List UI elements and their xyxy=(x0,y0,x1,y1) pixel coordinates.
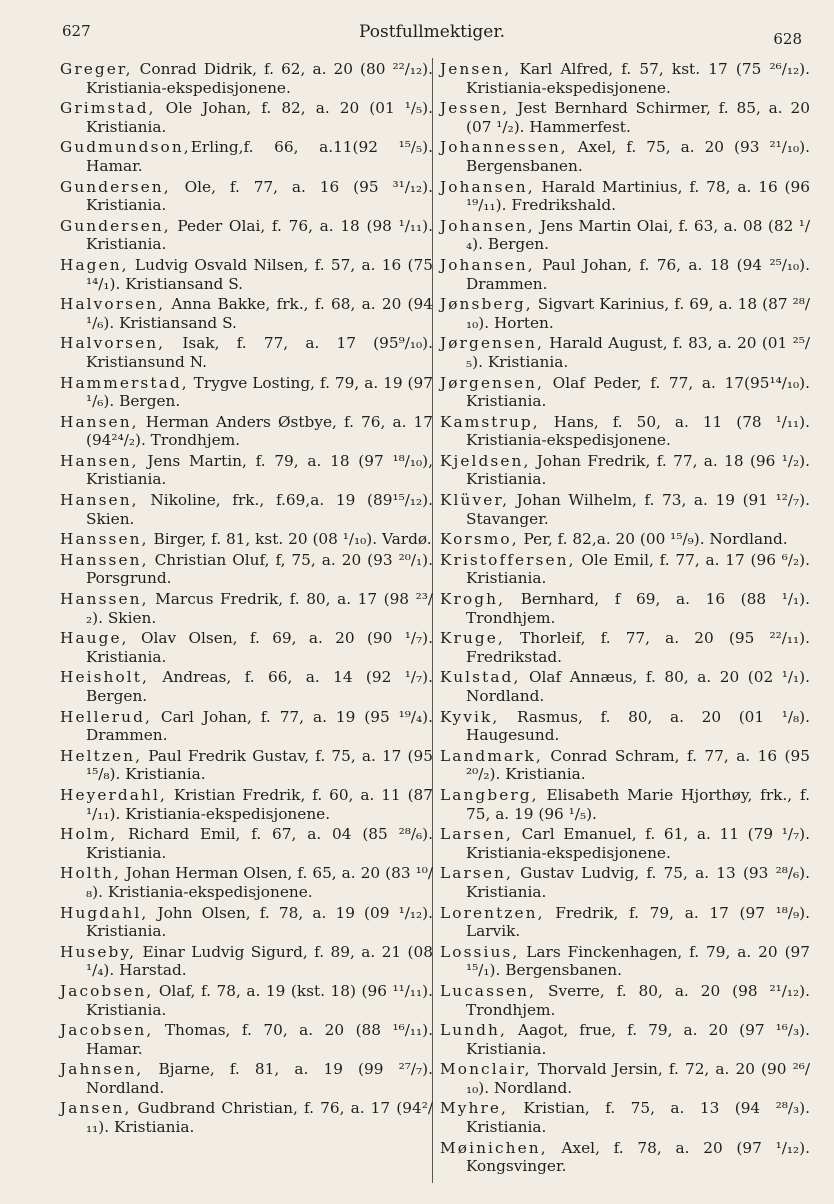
entry-surname: Hugdahl, xyxy=(60,903,149,922)
entry-details: Olaf, f. 78, a. 19 (kst. 18) (96 ¹¹/₁₁). Kristiania. xyxy=(86,981,433,1019)
entry-surname: Hansen, xyxy=(60,412,139,431)
directory-entry xyxy=(60,334,433,371)
entry-surname: Jahnsen, xyxy=(60,1060,144,1079)
entry-details: John Olsen, f. 78, a. 19 (09 ¹/₁₂). Kristiania. xyxy=(86,903,433,941)
directory-entry xyxy=(440,491,810,528)
directory-entry xyxy=(60,668,433,705)
entry-details: Peder Olai, f. 76, a. 18 (98 ¹/₁₁). Kristiania. xyxy=(86,216,433,254)
entry-details: Bjarne, f. 81, a. 19 (99 ²⁷/₇). Nordland. xyxy=(86,1060,433,1097)
directory-entry xyxy=(440,864,810,901)
entry-surname: Jørgensen, xyxy=(440,334,544,353)
entry-surname: Kristoffersen, xyxy=(440,550,576,569)
directory-entry xyxy=(440,982,810,1019)
directory-entry xyxy=(60,99,433,136)
entry-details: Sverre, f. 80, a. 20 (98 ²¹/₁₂). Trondhjem. xyxy=(466,981,810,1019)
directory-entry xyxy=(60,256,433,293)
entry-details: Olaf Annæus, f. 80, a. 20 (02 ¹/₁). Nordland. xyxy=(466,668,810,705)
right-column xyxy=(440,60,810,1176)
entry-details: Birger, f. 81, kst. 20 (08 ¹/₁₀). Vardø. xyxy=(148,530,432,549)
entry-surname: Holth, xyxy=(60,864,121,883)
entry-surname: Krogh, xyxy=(440,590,506,609)
directory-entry xyxy=(60,629,433,666)
entry-details: Jens Martin, f. 79, a. 18 (97 ¹⁸/₁₀), Kristiania. xyxy=(86,451,433,489)
entry-details: Conrad Schram, f. 77, a. 16 (95 ²⁰/₂). Kristiania. xyxy=(466,746,810,784)
left-column xyxy=(60,60,433,1137)
entry-details: Karl Alfred, f. 57, kst. 17 (75 ²⁶/₁₂). Kristiania-ekspedisjonene. xyxy=(466,60,810,97)
directory-entry xyxy=(440,629,810,666)
entry-details: Thorvald Jersin, f. 72, a. 20 (90 ²⁶/₁₀). Nordland. xyxy=(466,1060,810,1097)
entry-surname: Heisholt, xyxy=(60,668,149,687)
directory-entry xyxy=(440,413,810,450)
entry-surname: Jessen, xyxy=(440,99,510,118)
entry-details: Carl Emanuel, f. 61, a. 11 (79 ¹/₇). Kristiania-ekspedisjonene. xyxy=(466,825,810,862)
entry-surname: Johansen, xyxy=(440,177,535,196)
directory-entry xyxy=(440,374,810,411)
entry-details: Nikoline, frk., f.69,a. 19 (89¹⁵/₁₂). Skien. xyxy=(86,491,433,528)
directory-entry xyxy=(440,747,810,784)
directory-entry xyxy=(60,60,433,97)
entry-surname: Jønsberg, xyxy=(440,295,533,314)
entry-surname: Hauge, xyxy=(60,629,129,648)
entry-surname: Hammerstad, xyxy=(60,373,189,392)
entry-surname: Lorentzen, xyxy=(440,903,545,922)
entry-surname: Jacobsen, xyxy=(60,1021,154,1040)
entry-details: Axel, f. 75, a. 20 (93 ²¹/₁₀). Bergensbanen. xyxy=(466,138,810,175)
directory-entry xyxy=(60,491,433,528)
directory-entry xyxy=(60,864,433,901)
directory-entry xyxy=(440,943,810,980)
entry-details: Richard Emil, f. 67, a. 04 (85 ²⁸/₆). Kristiania. xyxy=(86,825,433,862)
entry-surname: Monclair, xyxy=(440,1060,532,1079)
directory-entry xyxy=(440,590,810,627)
directory-entry xyxy=(440,530,810,549)
directory-entry xyxy=(60,530,433,549)
entry-surname: Kjeldsen, xyxy=(440,451,531,470)
directory-entry xyxy=(60,413,433,450)
entry-surname: Kyvik, xyxy=(440,707,500,726)
entry-details: Sigvart Karinius, f. 69, a. 18 (87 ²⁸/₁₀). Horten. xyxy=(466,295,810,332)
directory-entry xyxy=(440,178,810,215)
directory-entry xyxy=(60,452,433,489)
entry-surname: Gundersen, xyxy=(60,216,171,235)
entry-surname: Halvorsen, xyxy=(60,334,166,353)
directory-entry xyxy=(440,1099,810,1136)
entry-surname: Klüver, xyxy=(440,491,510,510)
entry-details: Thorleif, f. 77, a. 20 (95 ²²/₁₁). Fredrikstad. xyxy=(466,629,810,666)
entry-surname: Heltzen, xyxy=(60,746,143,765)
entry-surname: Johansen, xyxy=(440,216,535,235)
entry-surname: Jensen, xyxy=(440,60,512,78)
entry-surname: Grimstad, xyxy=(60,99,156,118)
entry-surname: Hanssen, xyxy=(60,530,149,549)
directory-entry xyxy=(440,1021,810,1058)
directory-entry xyxy=(440,334,810,371)
entry-details: Gustav Ludvig, f. 75, a. 13 (93 ²⁸/₆). Kristiania. xyxy=(466,864,810,901)
directory-entry xyxy=(60,551,433,588)
entry-details: Harald August, f. 83, a. 20 (01 ²⁵/₅). Kristiania. xyxy=(466,334,810,371)
entry-details: Paul Johan, f. 76, a. 18 (94 ²⁵/₁₀). Drammen. xyxy=(466,255,810,293)
entry-details: Trygve Losting, f. 79, a. 19 (97 ¹/₆). Bergen. xyxy=(86,373,433,411)
entry-surname: Hagen, xyxy=(60,255,129,274)
entry-details: Aagot, frue, f. 79, a. 20 (97 ¹⁶/₃). Kristiania. xyxy=(466,1021,810,1058)
directory-entry xyxy=(60,708,433,745)
directory-entry xyxy=(440,256,810,293)
directory-entry xyxy=(440,825,810,862)
entry-surname: Halvorsen, xyxy=(60,295,166,314)
entry-details: Kristian, f. 75, a. 13 (94 ²⁸/₃). Kristiania. xyxy=(466,1099,810,1137)
directory-entry xyxy=(60,1060,433,1097)
entry-details: Ole Johan, f. 82, a. 20 (01 ¹/₅). Kristiania. xyxy=(86,99,433,136)
directory-entry xyxy=(440,708,810,745)
entry-details: Hans, f. 50, a. 11 (78 ¹/₁₁). Kristiania-ekspedisjonene. xyxy=(466,412,810,450)
directory-entry xyxy=(440,295,810,332)
entry-surname: Lossius, xyxy=(440,942,520,961)
entry-details: Conrad Didrik, f. 62, a. 20 (80 ²²/₁₂). Kristiania-ekspedisjonene. xyxy=(86,60,433,97)
directory-entry xyxy=(60,217,433,254)
entry-details: Olaf Peder, f. 77, a. 17(95¹⁴/₁₀). Kristiania. xyxy=(466,373,810,411)
entry-details: Anna Bakke, frk., f. 68, a. 20 (94 ¹/₆). Kristiansand S. xyxy=(86,295,433,332)
entry-surname: Johansen, xyxy=(440,255,535,274)
entry-details: Marcus Fredrik, f. 80, a. 17 (98 ²³/₂). Skien. xyxy=(86,590,433,627)
entry-surname: Landmark, xyxy=(440,746,543,765)
entry-surname: Heyerdahl, xyxy=(60,785,167,804)
entry-details: Jest Bernhard Schirmer, f. 85, a. 20 (07 ¹/₂). Hammerfest. xyxy=(466,99,810,136)
entry-details: Ole, f. 77, a. 16 (95 ³¹/₁₂). Kristiania. xyxy=(86,177,433,215)
directory-entry xyxy=(440,786,810,823)
entry-surname: Jørgensen, xyxy=(440,373,544,392)
entry-surname: Gudmundson, xyxy=(60,138,191,157)
entry-surname: Larsen, xyxy=(440,825,513,844)
entry-details: Christian Oluf, f, 75, a. 20 (93 ²⁰/₁). Porsgrund. xyxy=(86,550,433,588)
directory-entry xyxy=(60,295,433,332)
entry-details: Rasmus, f. 80, a. 20 (01 ¹/₈). Haugesund. xyxy=(466,707,810,745)
entry-details: Elisabeth Marie Hjorthøy, frk., f. 75, a. 19 (96 ¹/₅). xyxy=(466,785,810,823)
entry-details: Ole Emil, f. 77, a. 17 (96 ⁶/₂). Kristiania. xyxy=(466,550,810,588)
entry-details: Johan Herman Olsen, f. 65, a. 20 (83 ¹⁰/₈). Kristiania-ekspedisjonene. xyxy=(86,864,433,901)
entry-surname: Kulstad, xyxy=(440,668,521,687)
directory-entry xyxy=(60,747,433,784)
entry-details: Ludvig Osvald Nilsen, f. 57, a. 16 (75 ¹⁴/₁). Kristiansand S. xyxy=(86,255,433,293)
entry-details: Axel, f. 78, a. 20 (97 ¹/₁₂). Kongsvinger. xyxy=(466,1138,810,1176)
entry-surname: Langberg, xyxy=(440,785,539,804)
entry-details: Bernhard, f 69, a. 16 (88 ¹/₁). Trondhjem. xyxy=(466,590,810,627)
entry-details: Johan Fredrik, f. 77, a. 18 (96 ¹/₂). Kristiania. xyxy=(466,451,810,489)
directory-entry xyxy=(60,904,433,941)
directory-entry xyxy=(60,982,433,1019)
running-title: Postfullmektiger. xyxy=(358,22,505,42)
entry-surname: Kruge, xyxy=(440,629,505,648)
entry-surname: Hansen, xyxy=(60,491,139,510)
entry-details: Isak, f. 77, a. 17 (95⁹/₁₀). Kristiansund N. xyxy=(86,334,433,371)
entry-details: Olav Olsen, f. 69, a. 20 (90 ¹/₇). Kristiania. xyxy=(86,629,433,666)
entry-surname: Kamstrup, xyxy=(440,412,540,431)
directory-entry xyxy=(60,1099,433,1136)
directory-entry xyxy=(60,374,433,411)
directory-entry xyxy=(60,943,433,980)
entry-details: Carl Johan, f. 77, a. 19 (95 ¹⁹/₄). Drammen. xyxy=(86,707,433,745)
entry-surname: Larsen, xyxy=(440,864,513,883)
directory-entry xyxy=(440,138,810,175)
directory-entry xyxy=(60,825,433,862)
entry-details: Erling,f. 66, a.11(92 ¹⁵/₅). Hamar. xyxy=(86,138,433,175)
entry-details: Jens Martin Olai, f. 63, a. 08 (82 ¹/₄). Bergen. xyxy=(466,216,810,254)
entry-details: Gudbrand Christian, f. 76, a. 17 (94²/₁₁). Kristiania. xyxy=(86,1099,433,1137)
directory-entry xyxy=(440,217,810,254)
entry-surname: Hansen, xyxy=(60,451,139,470)
entry-surname: Hanssen, xyxy=(60,590,149,609)
entry-details: Andreas, f. 66, a. 14 (92 ¹/₇). Bergen. xyxy=(86,668,433,705)
directory-entry xyxy=(60,590,433,627)
directory-entry xyxy=(440,99,810,136)
entry-surname: Greger, xyxy=(60,60,133,78)
directory-entry xyxy=(440,904,810,941)
directory-entry xyxy=(440,1139,810,1176)
entry-surname: Jansen, xyxy=(60,1099,132,1118)
entry-details: Per, f. 82,a. 20 (00 ¹⁵/₉). Nordland. xyxy=(518,530,788,549)
entry-surname: Holm, xyxy=(60,825,118,844)
directory-entry xyxy=(60,1021,433,1058)
directory-entry xyxy=(440,1060,810,1097)
entry-details: Einar Ludvig Sigurd, f. 89, a. 21 (08 ¹/₄). Harstad. xyxy=(86,942,433,980)
entry-surname: Møinichen, xyxy=(440,1138,548,1157)
directory-entry xyxy=(440,60,810,97)
page-header xyxy=(62,22,802,48)
directory-entry xyxy=(60,178,433,215)
directory-entry xyxy=(440,551,810,588)
directory-entry xyxy=(440,452,810,489)
entry-surname: Lucassen, xyxy=(440,981,537,1000)
entry-surname: Huseby, xyxy=(60,942,137,961)
entry-surname: Jacobsen, xyxy=(60,981,154,1000)
entry-details: Fredrik, f. 79, a. 17 (97 ¹⁸/₉). Larvik. xyxy=(466,903,810,941)
entry-details: Harald Martinius, f. 78, a. 16 (96 ¹⁹/₁₁). Fredrikshald. xyxy=(466,177,810,215)
entry-details: Lars Finckenhagen, f. 79, a. 20 (97 ¹⁵/₁). Bergensbanen. xyxy=(466,942,810,980)
entry-surname: Lundh, xyxy=(440,1021,507,1040)
entry-details: Herman Anders Østbye, f. 76, a. 17 (94²⁴/₂). Trondhjem. xyxy=(86,412,433,450)
entry-surname: Hellerud, xyxy=(60,707,152,726)
entry-details: Paul Fredrik Gustav, f. 75, a. 17 (95 ¹⁵/₈). Kristiania. xyxy=(86,746,433,784)
entry-details: Johan Wilhelm, f. 73, a. 19 (91 ¹²/₇). Stavanger. xyxy=(466,491,810,528)
entry-details: Thomas, f. 70, a. 20 (88 ¹⁶/₁₁). Hamar. xyxy=(86,1021,433,1058)
entry-surname: Hanssen, xyxy=(60,550,149,569)
entry-surname: Johannessen, xyxy=(440,138,568,157)
entry-surname: Gundersen, xyxy=(60,177,171,196)
directory-entry xyxy=(60,786,433,823)
entry-surname: Korsmo, xyxy=(440,530,519,549)
directory-entry xyxy=(60,138,433,175)
page-number-left: 627 xyxy=(62,22,91,40)
page-number-right: 628 xyxy=(773,30,802,48)
entry-surname: Myhre, xyxy=(440,1099,508,1118)
directory-entry xyxy=(440,668,810,705)
entry-details: Kristian Fredrik, f. 60, a. 11 (87 ¹/₁₁). Kristiania-ekspedisjonene. xyxy=(86,785,433,823)
